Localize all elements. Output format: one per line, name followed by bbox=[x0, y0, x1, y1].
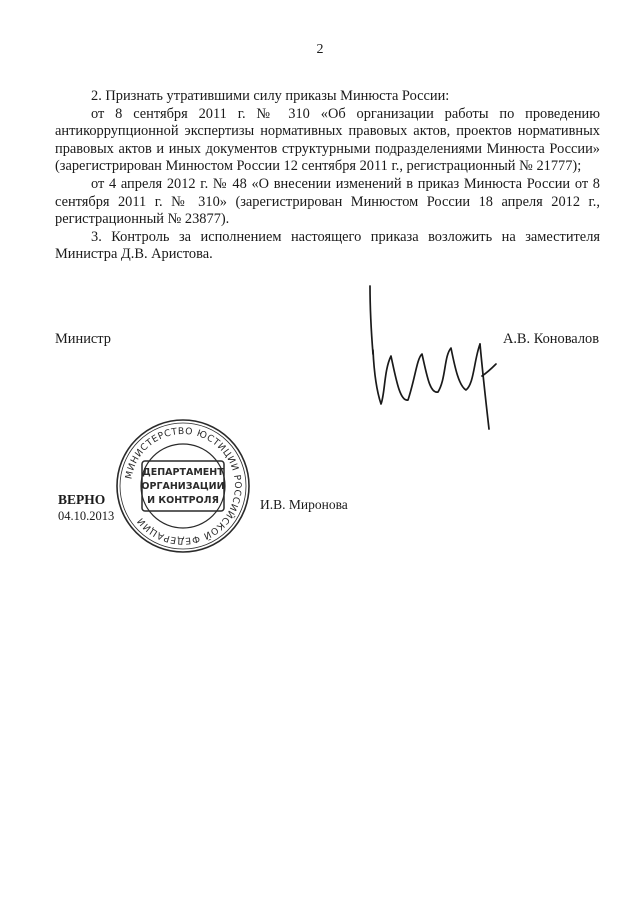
seal-line-1: ДЕПАРТАМЕНТ bbox=[142, 467, 224, 478]
order-body bbox=[55, 88, 600, 264]
copy-certifier-name: И.В. Миронова bbox=[260, 497, 348, 512]
certification-word: ВЕРНО bbox=[58, 492, 106, 507]
seal-line-3: И КОНТРОЛЯ bbox=[147, 495, 219, 506]
item-2-repealed-order-48: от 4 апреля 2012 г. № 48 «О внесении изменений в приказ Минюста России от 8 сентября 2011 г. № 310» (зарегистрирован Минюстом России 18 апреля 2012 г., регистрационный № 23877). bbox=[55, 175, 600, 228]
official-stamp bbox=[114, 417, 252, 555]
page-number: 2 bbox=[316, 42, 324, 57]
seal-ring-text: МИНИСТЕРСТВО ЮСТИЦИИ РОССИЙСКОЙ ФЕДЕРАЦИИ bbox=[123, 425, 244, 547]
item-2-heading: 2. Признать утратившими силу приказы Минюста России: bbox=[91, 88, 450, 104]
signatory-name: А.В. Коновалов bbox=[502, 331, 599, 347]
item-3-control: 3. Контроль за исполнением настоящего приказа возложить на заместителя Министра Д.В. Аристова. bbox=[55, 228, 600, 263]
certification-mark bbox=[58, 491, 114, 525]
item-2-repealed-order-310: от 8 сентября 2011 г. № 310 «Об организации работы по проведению антикоррупционной экспертизы нормативных правовых актов, проектов нормативных правовых актов и иных документов структурными подразделениями Минюста России» (зарегистрирован Минюстом России 12 сентября 2011 г., регистрационный № 21777); bbox=[55, 105, 600, 175]
signatory-role: Министр bbox=[55, 331, 111, 347]
certification-date: 04.10.2013 bbox=[58, 509, 115, 523]
seal-line-2: ОРГАНИЗАЦИИ bbox=[141, 481, 225, 492]
handwritten-signature bbox=[358, 284, 503, 434]
